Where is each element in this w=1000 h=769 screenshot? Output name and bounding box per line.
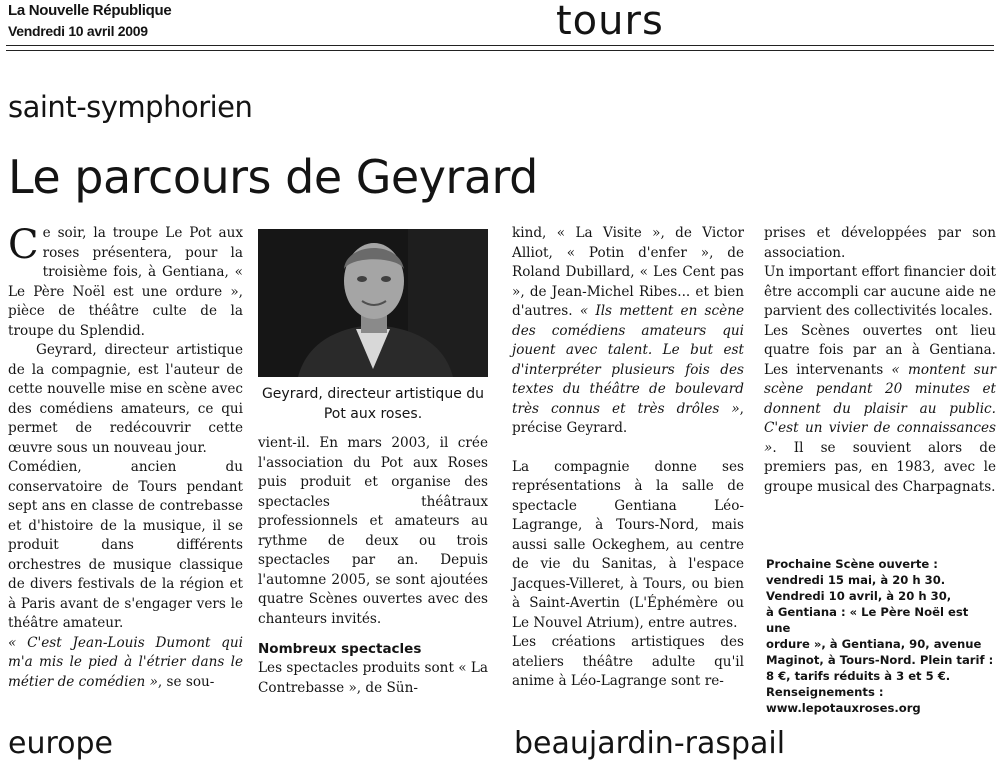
paragraph (8, 634, 243, 693)
portrait-photo (258, 229, 488, 377)
portrait-image (258, 229, 488, 377)
info-line: Maginot, à Tours-Nord. Plein tarif : (766, 653, 994, 667)
paragraph: La compagnie donne ses représentations à la salle de spectacle Gentiana Léo-Lagrange, à Tours-Nord, mais aussi salle Ockeghem, au centre de vie du Sanitas, à l'espace Jacques-Villeret, à Tours, ou bien à Saint-Avertin (L'Éphémère ou Le Nouvel Atrium), entre autres. (512, 458, 744, 631)
issue-date: Vendredi 10 avril 2009 (8, 23, 148, 39)
paragraph: prises et développées par son association. (764, 225, 996, 261)
paragraph: Geyrard, directeur artistique de la compagnie, est l'auteur de cette nouvelle mise en scène avec des comédiens amateurs, ce qui permet de redécouvrir cette œuvre sous un nouveau jour. (8, 342, 243, 456)
paragraph: Un important effort financier doit être accompli car aucune aide ne parvient des collectivités locales. (764, 264, 996, 319)
paragraph (764, 322, 996, 498)
article-column-3 (512, 224, 744, 692)
paragraph (8, 224, 243, 341)
quote-text: « C'est Jean-Louis Dumont qui m'a mis le pied à l'étrier dans le métier de comédien » (8, 634, 243, 690)
locality-heading: saint-symphorien (8, 90, 253, 124)
section-title: tours (556, 0, 664, 44)
article-column-1 (8, 224, 243, 692)
next-section-heading-left: europe (8, 726, 113, 761)
quote-text: « Ils mettent en scène des comédiens amateurs qui jouent avec talent. Le but est d'interpréter plusieurs fois des textes du théâtre de boulevard très connus et très drôles » (512, 303, 744, 417)
paragraph-text: Les Scènes ouvertes ont lieu quatre fois par an à Gentiana. Les intervenants (764, 322, 996, 378)
paragraph-text: , se sou- (157, 673, 215, 690)
info-line: Prochaine Scène ouverte : (766, 557, 938, 571)
article-column-2 (258, 434, 488, 698)
paragraph: Les spectacles produits sont « La Contrebasse », de Sün- (258, 660, 488, 696)
info-line: 8 €, tarifs réduits à 3 et 5 €. (766, 669, 951, 683)
masthead-rule (6, 45, 994, 51)
info-line: ordure », à Gentiana, 90, avenue (766, 637, 982, 651)
website-link[interactable]: www.lepotauxroses.org (766, 701, 921, 715)
event-info-box (766, 556, 996, 716)
paragraph: vient-il. En mars 2003, il crée l'association du Pot aux Roses puis produit et organise des spectacles théâtraux professionnels et amateurs au rythme de deux ou trois spectacles par an. Depuis l'automne 2005, se sont ajoutées quatre Scènes ouvertes avec des chanteurs invités. (258, 435, 488, 627)
subheading: Nombreux spectacles (258, 641, 422, 657)
quote-text: « montent sur scène pendant 20 minutes et donnent du plaisir au public. C'est un vivier de connaissances » (764, 361, 996, 456)
paragraph-text: , précise Geyrard. (512, 400, 744, 436)
next-section-heading-right: beaujardin-raspail (514, 726, 786, 761)
photo-caption: Geyrard, directeur artistique du Pot aux roses. (261, 386, 485, 422)
paragraph (512, 224, 744, 439)
newspaper-name: La Nouvelle République (8, 2, 172, 19)
info-line: vendredi 15 mai, à 20 h 30. (766, 573, 946, 587)
paragraph: Les créations artistiques des ateliers théâtre adulte qu'il anime à Léo-Lagrange sont re- (512, 634, 744, 689)
drop-cap: C (8, 222, 39, 268)
paragraph: Comédien, ancien du conservatoire de Tours pendant sept ans en classe de contrebasse et d'histoire de la musique, il se produit dans différents orchestres de musique classique de divers festivals de la région et à Paris avant de s'engager vers le théâtre amateur. (8, 459, 243, 631)
info-line: Vendredi 10 avril, à 20 h 30, (766, 589, 952, 603)
paragraph-text: kind, « La Visite », de Victor Alliot, « Potin d'enfer », de Roland Dubillard, « Les Cent pas », de Jean-Michel Ribes... et bien d'autres. (512, 225, 744, 319)
paragraph-text: . Il se souvient alors de premiers pas, en 1983, avec le groupe musical des Charpagnats. (764, 439, 996, 495)
info-line: à Gentiana : « Le Père Noël est une (766, 605, 969, 635)
article-column-4 (764, 224, 996, 497)
paragraph-text: e soir, la troupe Le Pot aux roses présentera, pour la troisième fois, à Gentiana, « Le Père Noël est une ordure », pièce de théâtre culte de la troupe du Splendid. (8, 225, 243, 339)
article-headline: Le parcours de Geyrard (8, 150, 538, 204)
info-line: Renseignements : (766, 685, 884, 699)
